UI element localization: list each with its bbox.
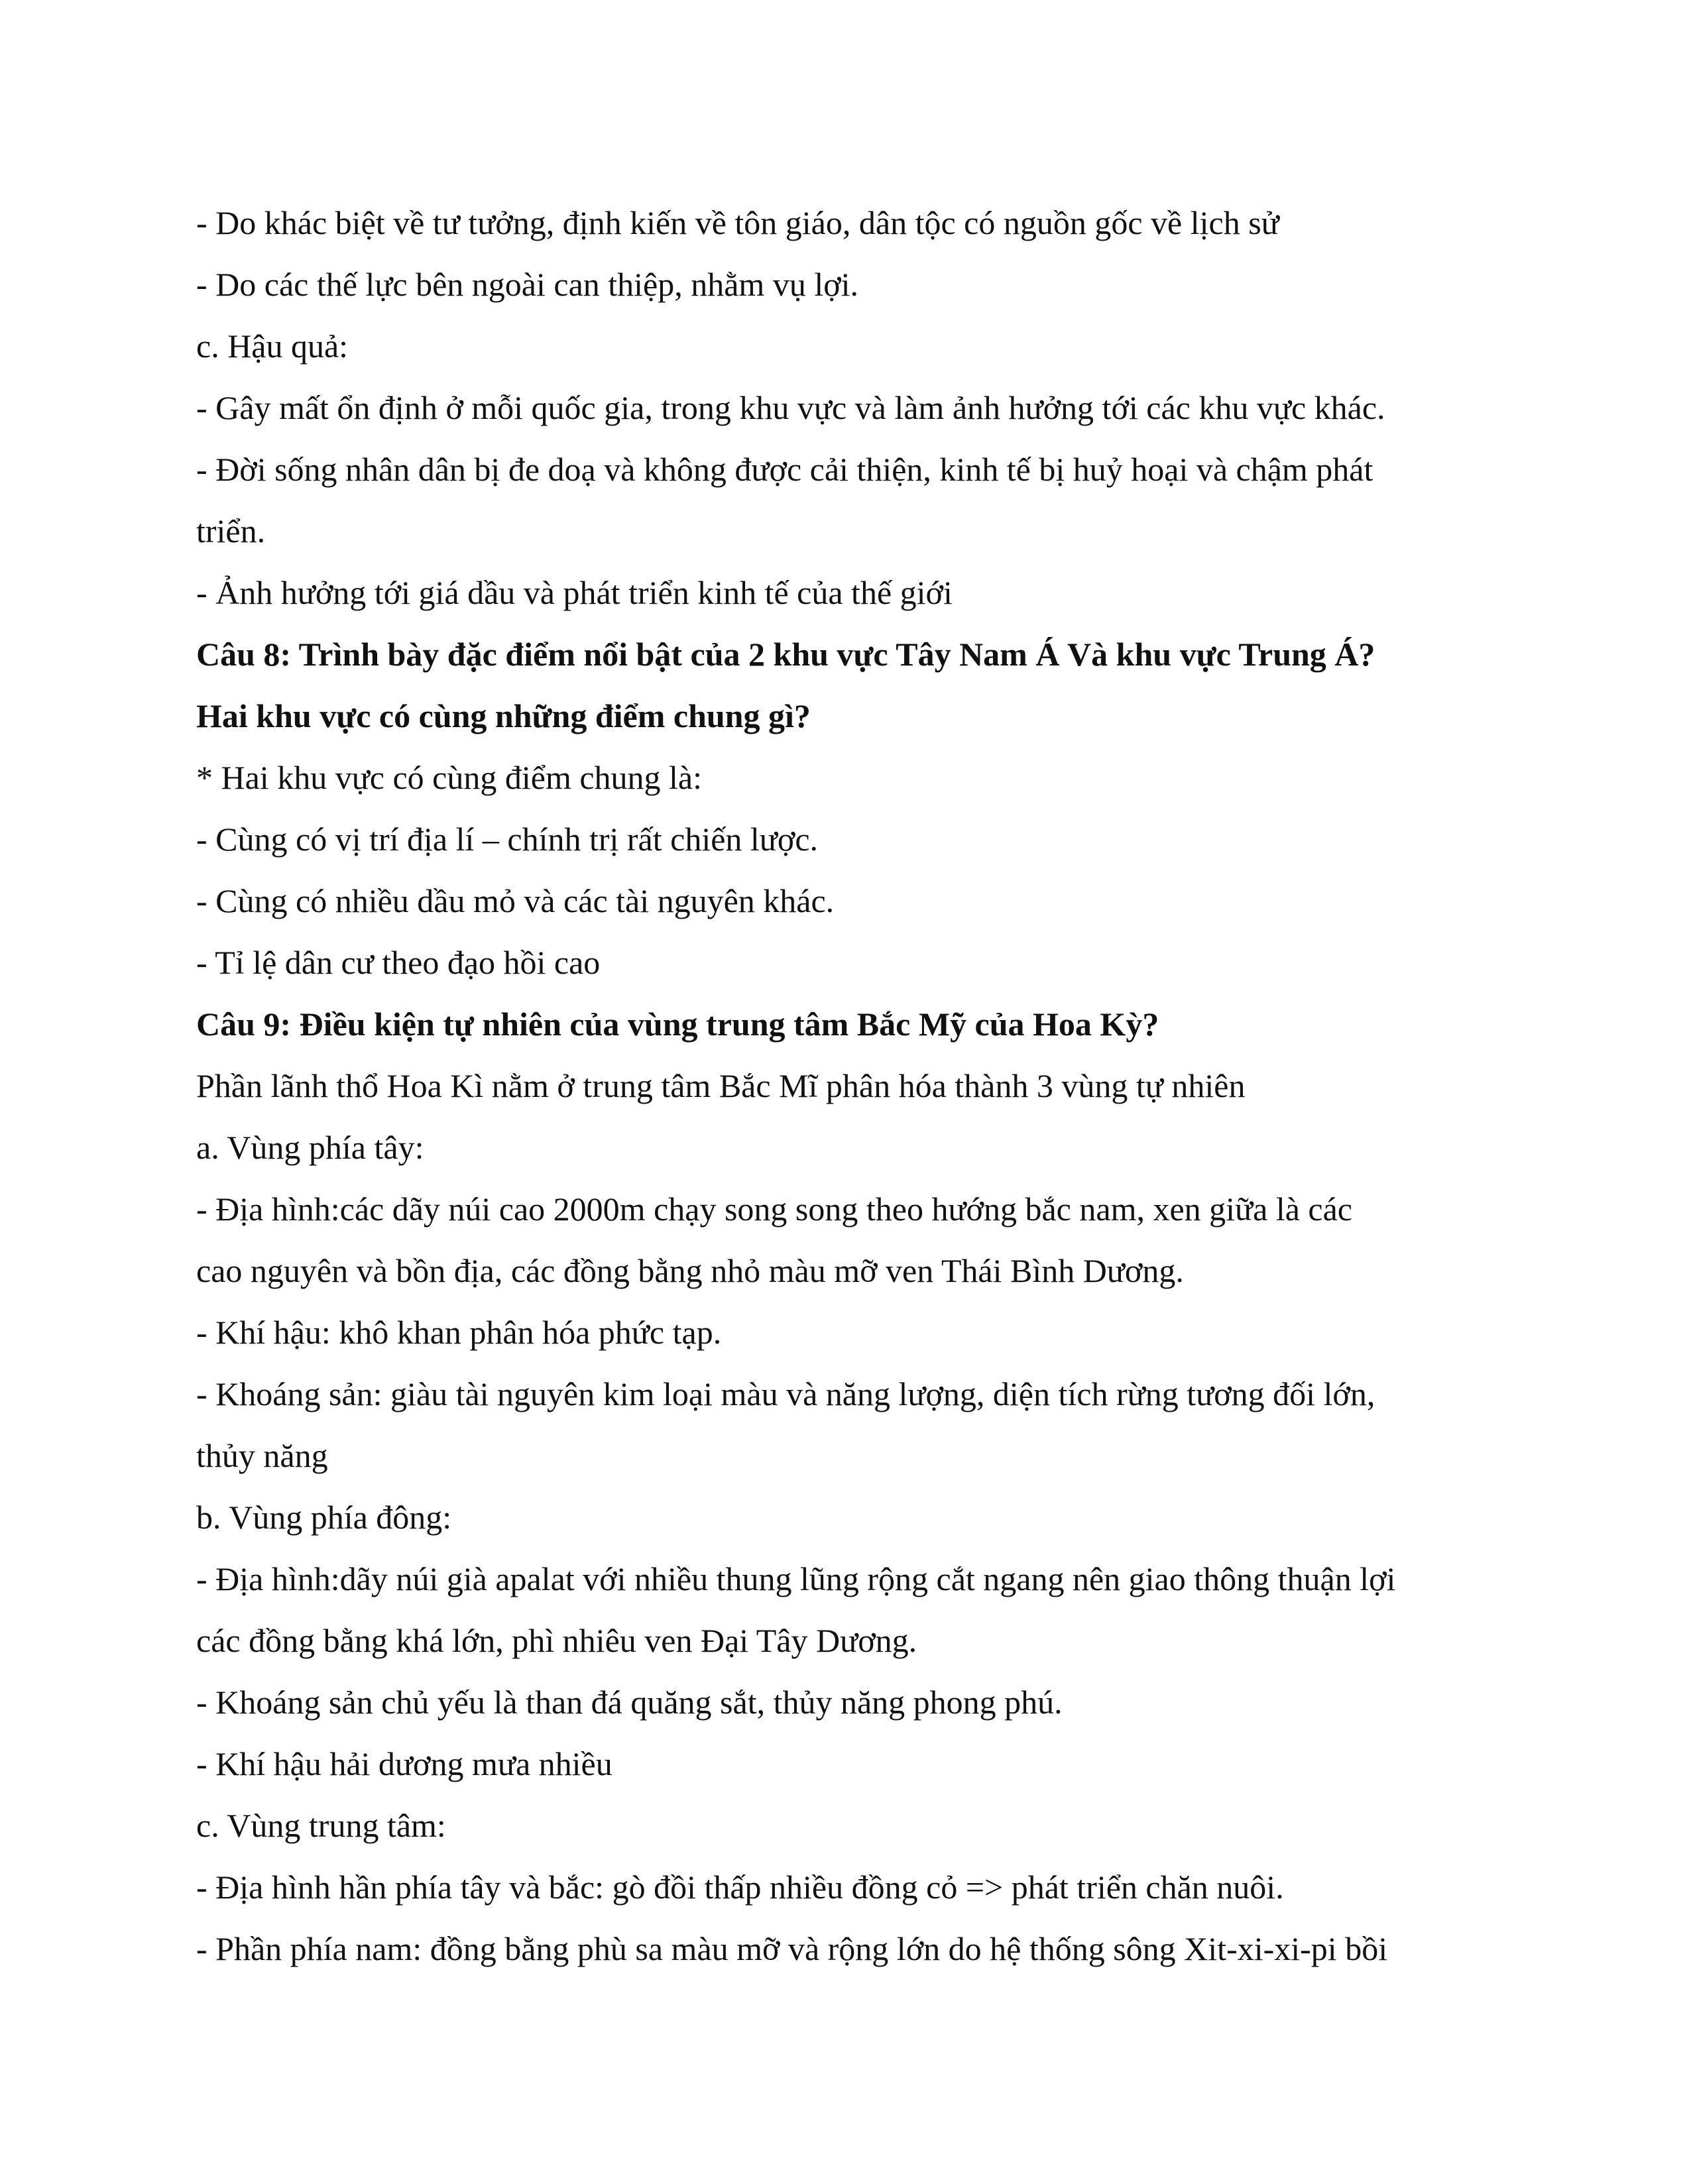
text-line: - Phần phía nam: đồng bằng phù sa màu mỡ và rộng lớn do hệ thống sông Xit-xi-xi-pi bồi [196,1930,1388,1967]
text-line: - Do các thế lực bên ngoài can thiệp, nhằm vụ lợi. [196,266,859,303]
text-line: - Do khác biệt về tư tưởng, định kiến về tôn giáo, dân tộc có nguồn gốc về lịch sử [196,204,1279,241]
question-heading: Câu 8: Trình bày đặc điểm nổi bật của 2 khu vực Tây Nam Á Và khu vực Trung Á? [196,636,1375,673]
section-subheading: c. Vùng trung tâm: [196,1807,446,1844]
text-line: * Hai khu vực có cùng điểm chung là: [196,759,703,796]
document-body [196,192,1499,1980]
section-subheading: c. Hậu quả: [196,327,349,365]
text-line: cao nguyên và bồn địa, các đồng bằng nhỏ màu mỡ ven Thái Bình Dương. [196,1252,1184,1289]
text-line: - Ảnh hưởng tới giá dầu và phát triển kinh tế của thế giới [196,574,953,611]
text-line: - Đời sống nhân dân bị đe doạ và không được cải thiện, kinh tế bị huỷ hoại và chậm phát [196,451,1373,488]
text-line: - Cùng có vị trí địa lí – chính trị rất chiến lược. [196,821,819,858]
text-line: thủy năng [196,1437,328,1474]
text-line: - Gây mất ổn định ở mỗi quốc gia, trong khu vực và làm ảnh hưởng tới các khu vực khác. [196,389,1385,426]
text-line: Phần lãnh thổ Hoa Kì nằm ở trung tâm Bắc Mĩ phân hóa thành 3 vùng tự nhiên [196,1067,1246,1104]
text-line: - Khí hậu hải dương mưa nhiều [196,1745,612,1782]
section-subheading: a. Vùng phía tây: [196,1129,424,1166]
text-line: - Cùng có nhiều dầu mỏ và các tài nguyên khác. [196,882,835,919]
question-heading: Câu 9: Điều kiện tự nhiên của vùng trung tâm Bắc Mỹ của Hoa Kỳ? [196,1006,1159,1043]
text-line: - Địa hình:dãy núi già apalat với nhiều thung lũng rộng cắt ngang nên giao thông thuận lợi [196,1560,1396,1597]
text-line: các đồng bằng khá lớn, phì nhiêu ven Đại Tây Dương. [196,1622,917,1659]
text-line: - Địa hình:các dãy núi cao 2000m chạy song song theo hướng bắc nam, xen giữa là các [196,1190,1352,1228]
text-line: - Địa hình hần phía tây và bắc: gò đồi thấp nhiều đồng cỏ => phát triển chăn nuôi. [196,1868,1284,1906]
text-line: - Khoáng sản: giàu tài nguyên kim loại màu và năng lượng, diện tích rừng tương đối lớn, [196,1375,1375,1412]
text-line: - Khoáng sản chủ yếu là than đá quăng sắt, thủy năng phong phú. [196,1684,1063,1721]
text-line: - Tỉ lệ dân cư theo đạo hồi cao [196,944,601,981]
section-subheading: b. Vùng phía đông: [196,1499,452,1536]
text-line: triển. [196,512,266,549]
text-line: - Khí hậu: khô khan phân hóa phức tạp. [196,1314,722,1351]
question-heading: Hai khu vực có cùng những điểm chung gì? [196,697,811,734]
